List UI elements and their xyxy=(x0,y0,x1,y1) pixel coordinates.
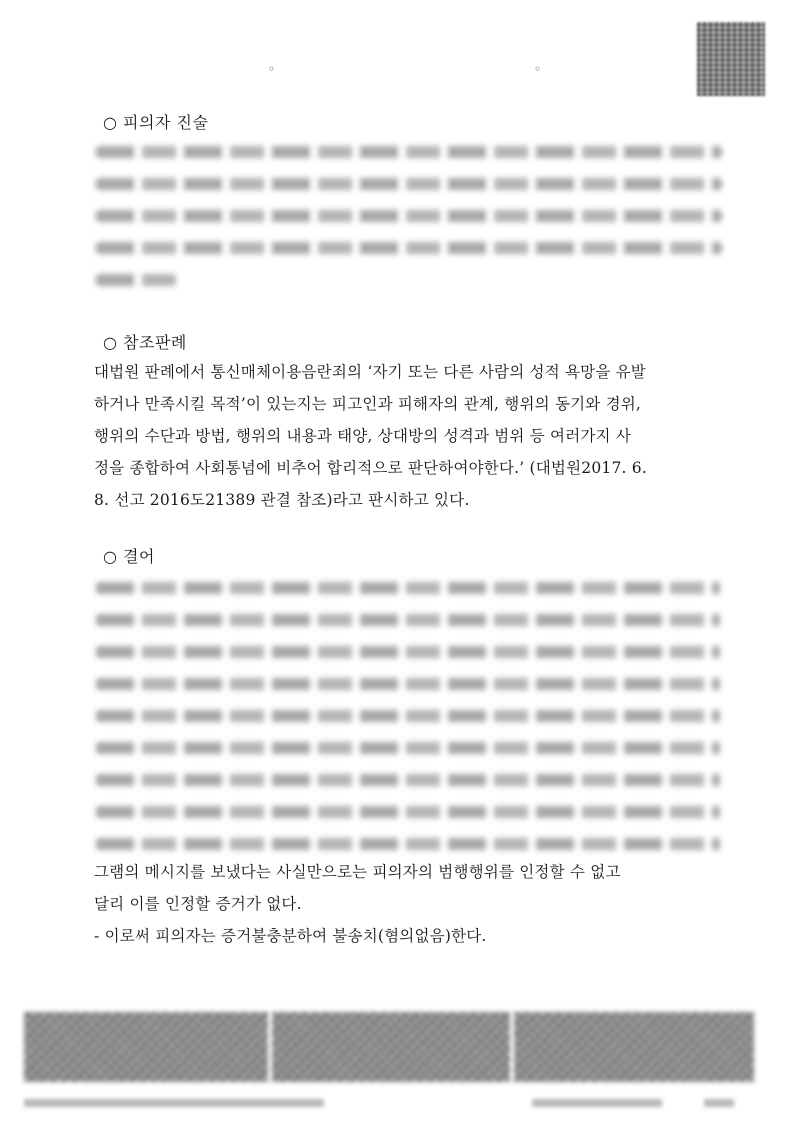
redacted-page-number xyxy=(704,1099,734,1107)
redacted-stamp xyxy=(24,1012,268,1082)
qr-code xyxy=(697,22,765,96)
precedent-title: ○ 참조판례 xyxy=(103,333,187,352)
precedent-line: 대법원 판례에서 통신매체이용음란죄의 ‘자기 또는 다른 사람의 성적 욕망을 유발 xyxy=(94,363,646,381)
redacted-stamp xyxy=(514,1012,754,1082)
precedent-paragraph xyxy=(94,356,724,516)
conclusion-line: 그램의 메시지를 보냈다는 사실만으로는 피의자의 범행행위를 인정할 수 없고 xyxy=(94,863,621,881)
statement-title: ○ 피의자 진술 xyxy=(103,113,209,132)
conclusion-title: ○ 결어 xyxy=(103,547,155,566)
conclusion-paragraph xyxy=(94,856,724,952)
precedent-line: 하거나 만족시킬 목적’이 있는지는 피고인과 피해자의 관계, 행위의 동기와 경위, xyxy=(94,395,642,413)
precedent-line: 정을 종합하여 사회통념에 비추어 합리적으로 판단하여야한다.’ (대법원2017. 6. xyxy=(94,459,647,477)
precedent-line: 8. 선고 2016도21389 관결 참조)라고 판시하고 있다. xyxy=(94,491,470,509)
conclusion-line: - 이로써 피의자는 증거불충분하여 불송치(혐의없음)한다. xyxy=(94,927,487,945)
redacted-footer-left xyxy=(24,1099,324,1107)
conclusion-line: 달리 이를 인정할 증거가 없다. xyxy=(94,895,302,913)
redacted-conclusion xyxy=(96,582,726,870)
header-dot-left: ◦ xyxy=(268,62,276,76)
redacted-stamp xyxy=(272,1012,510,1082)
precedent-line: 행위의 수단과 방법, 행위의 내용과 태양, 상대방의 성격과 범위 등 여러가지 사 xyxy=(94,427,632,445)
header-dot-right: ◦ xyxy=(534,62,542,76)
redacted-statement xyxy=(96,146,726,306)
redacted-footer-right xyxy=(532,1099,662,1107)
